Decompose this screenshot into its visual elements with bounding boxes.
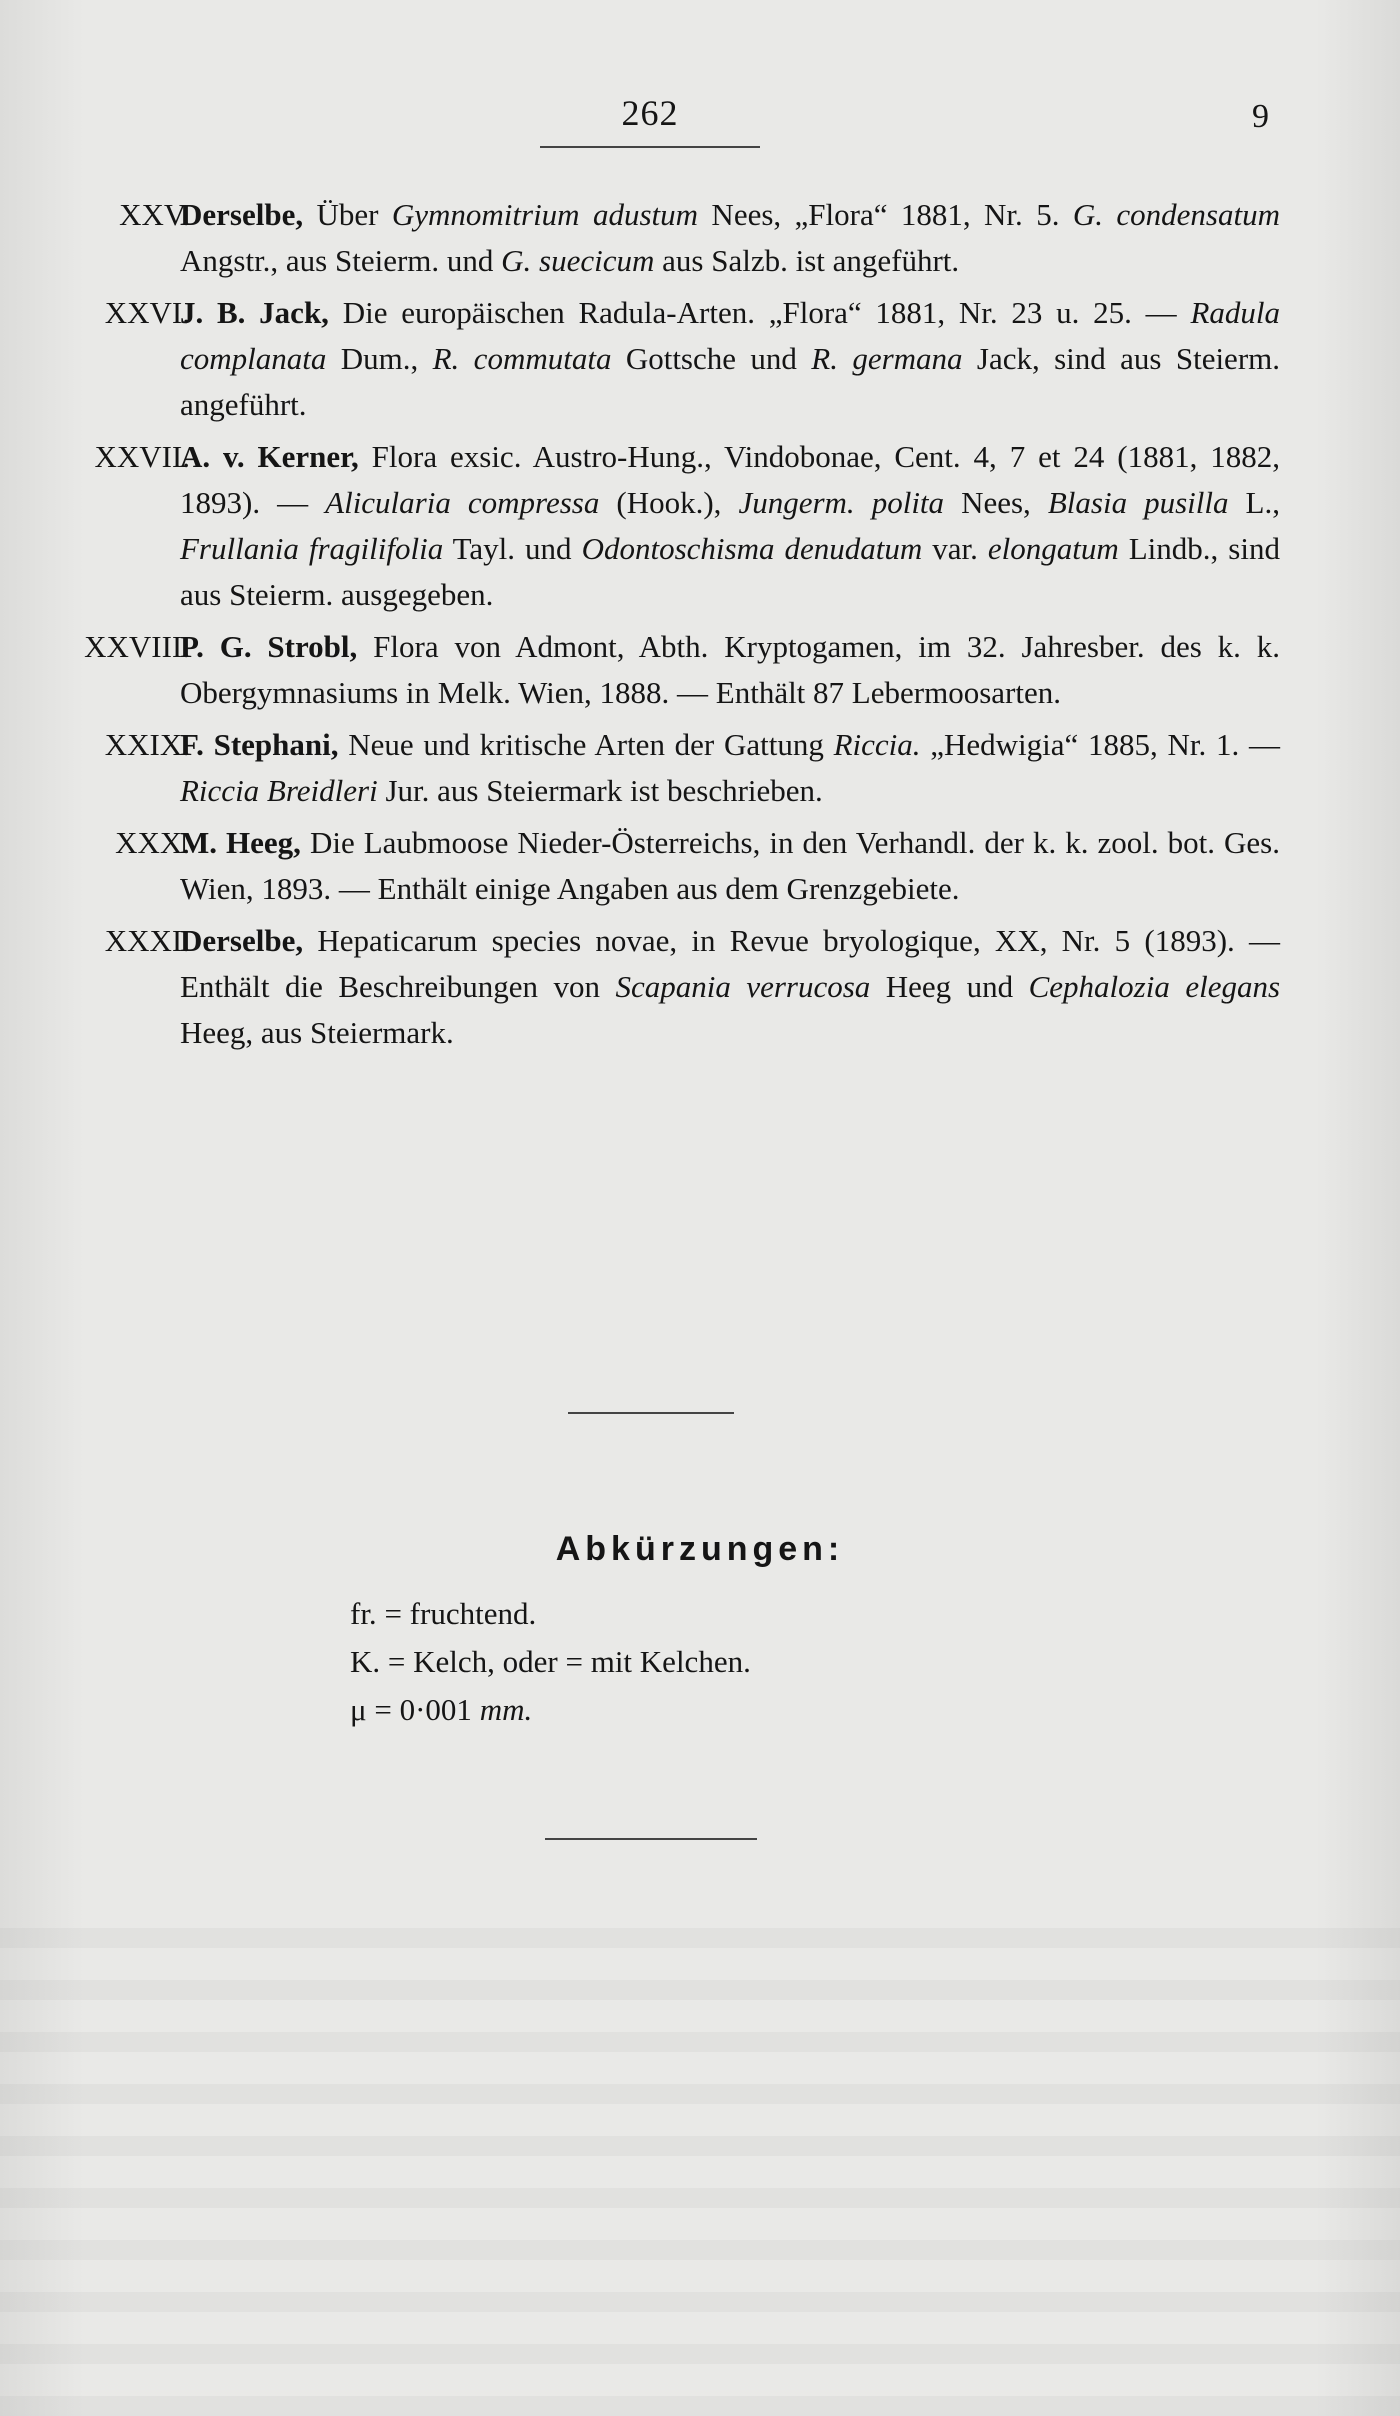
entry-number: XXV. [119, 197, 190, 232]
entry-number: XXIX. [104, 727, 190, 762]
reference-list [0, 192, 1400, 1062]
species-name: Alicularia compressa [325, 485, 600, 520]
entry-text [180, 192, 1280, 284]
reference-entry [0, 290, 1400, 428]
entry-text-segment: Über [303, 197, 392, 232]
header-rule [540, 146, 760, 148]
entry-text-segment: Jack, sind aus Steierm. angeführt. [180, 341, 1281, 422]
species-name: R. germana [811, 341, 963, 376]
entry-text-segment: Dum., [326, 341, 433, 376]
entry-author: J. B. Jack, [180, 295, 329, 330]
entry-text-segment: Neue und kritische Arten der Gattung [338, 727, 834, 762]
species-name: R. commutata [432, 341, 612, 376]
reference-entry [0, 434, 1400, 618]
abbreviations-title: Abkürzungen: [555, 1530, 845, 1568]
entry-text [180, 624, 1280, 716]
entry-author: M. Heeg, [180, 825, 301, 860]
reference-entry [0, 722, 1400, 814]
abbreviation-row [350, 1590, 1150, 1638]
species-name: Cephalozia elegans [1028, 969, 1281, 1004]
abbreviation-meaning: Kelch, oder = mit Kelchen. [413, 1644, 751, 1679]
reference-entry [0, 192, 1400, 284]
entry-number: XXXI. [104, 923, 190, 958]
entry-text-segment: Nees, „Flora“ 1881, Nr. 5. [698, 197, 1073, 232]
entry-number: XXX. [115, 825, 190, 860]
section-divider [568, 1412, 734, 1414]
species-name: Riccia Breidleri [180, 773, 378, 808]
species-name: Riccia. [833, 727, 921, 762]
page-number: 262 [621, 93, 679, 133]
entry-text [180, 290, 1280, 428]
abbreviation-term: μ [350, 1692, 367, 1727]
entry-text-segment: Gottsche und [611, 341, 812, 376]
entry-text-segment: L., [1228, 485, 1280, 520]
abbreviation-row [350, 1686, 1150, 1734]
entry-number: XXVIII. [84, 629, 190, 664]
species-name: Blasia pusilla [1047, 485, 1229, 520]
entry-author: Derselbe, [180, 923, 304, 958]
entry-author: P. G. Strobl, [180, 629, 358, 664]
entry-text-segment: Jur. aus Steiermark ist beschrieben. [377, 773, 823, 808]
reference-entry [0, 918, 1400, 1056]
reference-entry [0, 624, 1400, 716]
entry-text-segment: Hepaticarum species novae, in Revue bryologique, XX, Nr. 5 (1893). — Enthält die Beschreibungen von [180, 923, 1280, 1004]
bottom-divider [545, 1838, 757, 1840]
entry-text-segment: Lindb., sind aus Steierm. ausgegeben. [180, 531, 1280, 612]
abbreviation-meaning: 0·001 mm. [399, 1692, 533, 1727]
species-name: G. condensatum [1072, 197, 1280, 232]
entry-text-segment: var. [922, 531, 988, 566]
signature-mark: 9 [1252, 98, 1269, 135]
entry-author: A. v. Kerner, [180, 439, 359, 474]
abbreviation-term: K. [350, 1644, 381, 1679]
abbreviation-meaning: fruchtend. [409, 1596, 537, 1631]
equals-sign: = [380, 1644, 414, 1679]
show-through-area [0, 1900, 1400, 2416]
entry-text-segment: Die europäischen Radula-Arten. „Flora“ 1881, Nr. 23 u. 25. — [328, 295, 1191, 330]
species-name: Jungerm. polita [738, 485, 945, 520]
species-name: Odontoschisma denudatum [581, 531, 923, 566]
entry-number: XXVII. [94, 439, 190, 474]
entry-text-segment: Flora von Admont, Abth. Kryptogamen, im 32. Jahresber. des k. k. Obergymnasiums in Melk. Wien, 1888. — Enthält 87 Lebermoosarten. [180, 629, 1280, 710]
entry-number: XXVI. [104, 295, 190, 330]
abbreviation-row [350, 1638, 1150, 1686]
species-name: elongatum [987, 531, 1119, 566]
entry-text-segment: Tayl. und [443, 531, 582, 566]
entry-author: Derselbe, [180, 197, 304, 232]
entry-text-segment: Heeg, aus Steiermark. [180, 1015, 454, 1050]
entry-text [180, 918, 1280, 1056]
entry-author: F. Stephani, [180, 727, 339, 762]
entry-text-segment: Flora exsic. Austro-Hung., Vindobonae, Cent. 4, 7 et 24 (1881, 1882, 1893). — [180, 439, 1280, 520]
entry-text-segment: (Hook.), [599, 485, 739, 520]
page-header [0, 92, 1400, 152]
species-name: Gymnomitrium adustum [391, 197, 699, 232]
equals-sign: = [376, 1596, 410, 1631]
entry-text [180, 820, 1280, 912]
equals-sign: = [366, 1692, 400, 1727]
reference-entry [0, 820, 1400, 912]
entry-text [180, 434, 1280, 618]
entry-text-segment: Nees, [944, 485, 1048, 520]
unit-text: mm. [479, 1692, 533, 1727]
entry-text-segment: Angstr., aus Steierm. und [180, 243, 502, 278]
entry-text-segment: aus Salzb. ist angeführt. [654, 243, 960, 278]
entry-text-segment: Heeg und [870, 969, 1029, 1004]
species-name: Frullania fragilifolia [180, 531, 444, 566]
abbreviations-list [350, 1590, 1150, 1734]
species-name: Scapania verrucosa [615, 969, 871, 1004]
species-name: G. suecicum [501, 243, 655, 278]
entry-text-segment: Die Laubmoose Nieder-Österreichs, in den Verhandl. der k. k. zool. bot. Ges. Wien, 1893. — Enthält einige Angaben aus dem Grenzgebiete. [180, 825, 1280, 906]
entry-text [180, 722, 1280, 814]
entry-text-segment: „Hedwigia“ 1885, Nr. 1. — [920, 727, 1280, 762]
species-name: Radula complanata [180, 295, 1280, 376]
abbreviation-term: fr. [350, 1596, 377, 1631]
